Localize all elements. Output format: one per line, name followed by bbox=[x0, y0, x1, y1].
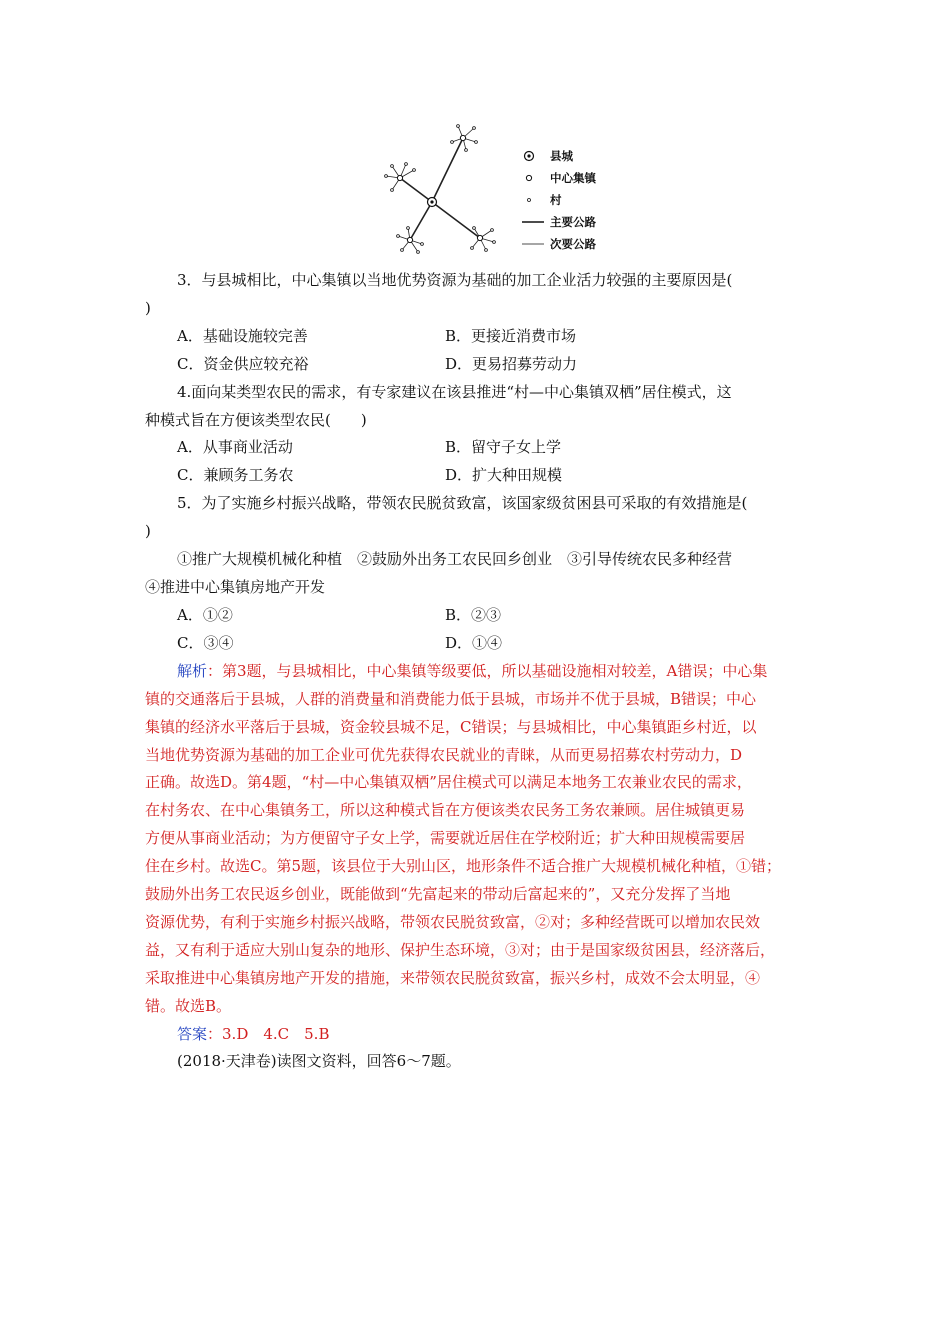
q4-stem-cont: 种模式旨在方便该类型农民( ) bbox=[145, 411, 367, 429]
legend-label: 县城 bbox=[550, 149, 573, 163]
main-road bbox=[432, 138, 463, 202]
analysis-line: 当地优势资源为基础的加工企业可优先获得农民就业的青睐，从而更易招募农村劳动力，D bbox=[145, 746, 743, 764]
legend-label: 次要公路 bbox=[550, 237, 596, 251]
legend-item-main-road bbox=[522, 211, 632, 233]
analysis-line: 益，又有利于适应大别山复杂的地形、保护生态环境，③对；由于是国家级贫困县，经济落后， bbox=[145, 941, 776, 959]
county-town-dot bbox=[430, 200, 433, 203]
analysis-line: 在村务农、在中心集镇务工，所以这种模式旨在方便该类农民务工务农兼顾。居住城镇更易 bbox=[145, 801, 746, 819]
q3-option-a: A．基础设施较完善 bbox=[177, 327, 308, 345]
main-road bbox=[432, 202, 480, 238]
main-road bbox=[410, 202, 432, 240]
q4-option-a: A．从事商业活动 bbox=[177, 438, 293, 456]
village-markers bbox=[385, 125, 496, 254]
central-town-marker bbox=[477, 235, 482, 240]
central-town-marker bbox=[460, 135, 465, 140]
main-road-icon bbox=[522, 217, 550, 227]
map-legend bbox=[522, 145, 632, 255]
legend-item-central-town bbox=[522, 167, 632, 189]
q5-stem: 5．为了实施乡村振兴战略，带领农民脱贫致富，该国家级贫困县可采取的有效措施是( bbox=[177, 494, 748, 512]
q4-option-c: C．兼顾务工务农 bbox=[177, 466, 294, 484]
analysis-line: 采取推进中心集镇房地产开发的措施，来带领农民脱贫致富，振兴乡村，成效不会太明显，④ bbox=[145, 969, 761, 987]
analysis-line bbox=[177, 661, 767, 681]
legend-label: 主要公路 bbox=[550, 215, 596, 229]
analysis-text: ：第3题，与县城相比，中心集镇等级要低，所以基础设施相对较差，A错误；中心集 bbox=[207, 662, 768, 680]
legend-label: 村 bbox=[550, 193, 562, 207]
q3-stem-cont: ) bbox=[145, 299, 151, 317]
secondary-road-icon bbox=[522, 239, 550, 249]
legend-item-secondary-road bbox=[522, 233, 632, 255]
central-town-marker bbox=[407, 237, 412, 242]
q5-items-cont: ④推进中心集镇房地产开发 bbox=[145, 578, 326, 596]
q4-option-b: B．留守子女上学 bbox=[445, 438, 562, 456]
q4-stem: 4.面向某类型农民的需求，有专家建议在该县推进“村—中心集镇双栖”居住模式，这 bbox=[177, 383, 732, 401]
q5-items: ①推广大规模机械化种植 ②鼓励外出务工农民回乡创业 ③引导传统农民多种经营 bbox=[177, 550, 733, 568]
analysis-line: 错。故选B。 bbox=[145, 997, 232, 1015]
q3-option-b: B．更接近消费市场 bbox=[445, 327, 577, 345]
answer-label: 答案 bbox=[177, 1025, 208, 1043]
main-road bbox=[400, 178, 432, 202]
legend-item-village bbox=[522, 189, 632, 211]
analysis-line: 住在乡村。故选C。第5题，该县位于大别山区，地形条件不适合推广大规模机械化种植，①错； bbox=[145, 857, 782, 875]
road-network-diagram bbox=[378, 120, 528, 255]
analysis-label: 解析 bbox=[177, 662, 208, 680]
analysis-line: 正确。故选D。第4题，“村—中心集镇双栖”居住模式可以满足本地务工农兼业农民的需求， bbox=[145, 773, 752, 791]
q5-stem-cont: ) bbox=[145, 522, 151, 540]
q3-stem: 3．与县城相比，中心集镇以当地优势资源为基础的加工企业活力较强的主要原因是( bbox=[177, 271, 733, 289]
q3-option-d: D．更易招募劳动力 bbox=[445, 355, 578, 373]
legend-item-county-town bbox=[522, 145, 632, 167]
q5-option-d: D．①④ bbox=[445, 634, 503, 652]
analysis-line: 资源优势，有利于实施乡村振兴战略，带领农民脱贫致富，②对；多种经营既可以增加农民效 bbox=[145, 913, 761, 931]
legend-label: 中心集镇 bbox=[550, 171, 596, 185]
village-icon bbox=[522, 193, 550, 207]
analysis-line: 镇的交通落后于县城，人群的消费量和消费能力低于县城，市场并不优于县城，B错误；中心 bbox=[145, 690, 757, 708]
q5-option-b: B．②③ bbox=[445, 606, 502, 624]
county-town-icon bbox=[522, 149, 550, 163]
analysis-line: 方便从事商业活动；为方便留守子女上学，需要就近居住在学校附近；扩大种田规模需要居 bbox=[145, 829, 746, 847]
q4-option-d: D．扩大种田规模 bbox=[445, 466, 563, 484]
q3-option-c: C．资金供应较充裕 bbox=[177, 355, 309, 373]
q5-option-a: A．①② bbox=[177, 606, 233, 624]
analysis-line: 鼓励外出务工农民返乡创业，既能做到“先富起来的带动后富起来的”，又充分发挥了当地 bbox=[145, 885, 731, 903]
q5-option-c: C．③④ bbox=[177, 634, 234, 652]
next-section-intro: (2018·天津卷)读图文资料，回答6～7题。 bbox=[177, 1052, 461, 1070]
answer-text: ：3.D 4.C 5.B bbox=[207, 1025, 330, 1043]
central-town-marker bbox=[397, 175, 402, 180]
answer-line bbox=[177, 1024, 329, 1044]
secondary-roads bbox=[386, 126, 494, 252]
analysis-line: 集镇的经济水平落后于县城，资金较县城不足，C错误；与县城相比，中心集镇距乡村近，以 bbox=[145, 718, 757, 736]
central-town-icon bbox=[522, 171, 550, 185]
